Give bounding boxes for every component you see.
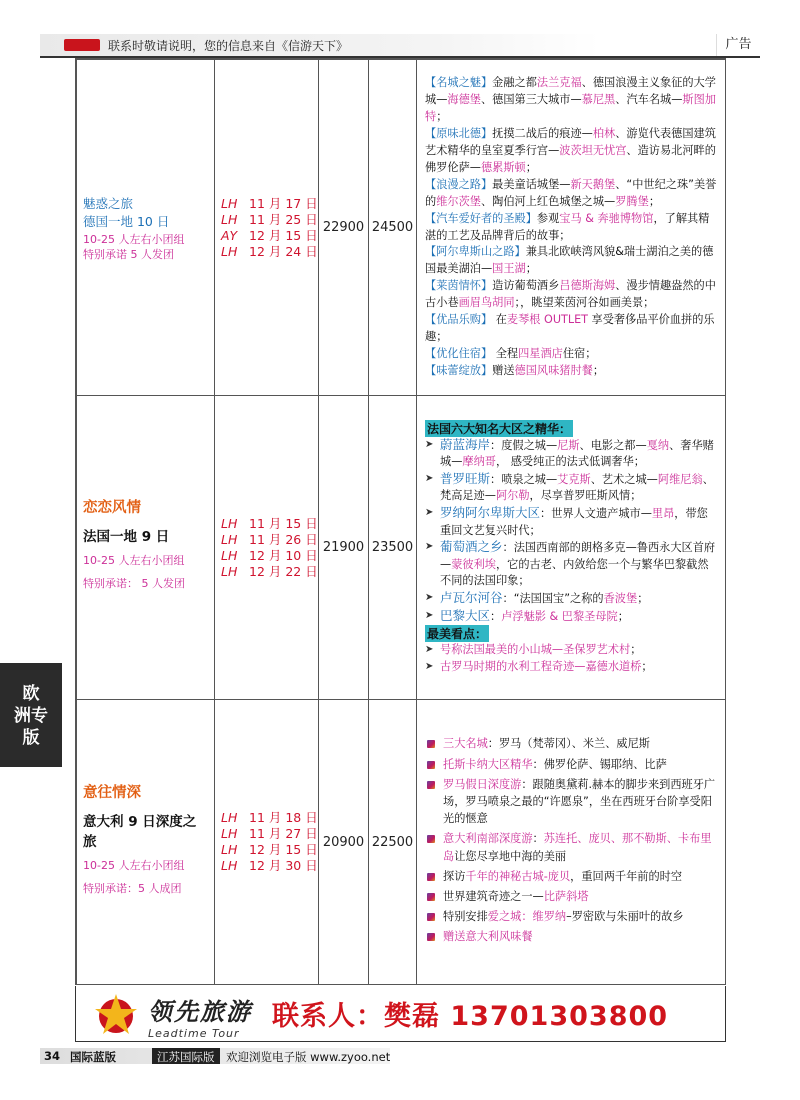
- list-item: ➤ 卢瓦尔河谷：“法国国宝”之称的香波堡；: [425, 590, 717, 608]
- price-cell-1: 20900: [319, 700, 369, 985]
- itinerary-cell: [417, 60, 726, 396]
- list-item: 三大名城：罗马（梵蒂冈）、米兰、威尼斯: [425, 735, 717, 752]
- page-footer: [40, 1048, 760, 1066]
- region-list: [425, 437, 717, 626]
- price-cell-1: 21900: [319, 396, 369, 700]
- highlight-list: [425, 735, 717, 945]
- list-item: ➤ 罗纳阿尔卑斯大区：世界人文遗产城市—里昂，带您重回文艺复兴时代；: [425, 505, 717, 539]
- tour-title: 恋恋风情: [83, 500, 141, 516]
- tour-title: 意往情深: [83, 784, 141, 801]
- brand-name-en: Leadtime Tour: [148, 1027, 240, 1040]
- list-item: 世界建筑奇迹之一—比萨斜塔: [425, 888, 717, 905]
- itinerary-cell: [417, 396, 726, 700]
- brand-name-cn: 领先旅游: [148, 998, 252, 1026]
- list-item: 意大利南部深度游：苏连托、庞贝、那不勒斯、卡布里岛让您尽享地中海的美丽: [425, 830, 717, 864]
- itinerary-item: 【优品乐购】 在麦琴根 OUTLET 享受奢侈品平价血拼的乐趣；: [425, 313, 715, 343]
- departure-date: LH 11 月 26 日: [221, 531, 318, 547]
- tour-table: [75, 58, 726, 985]
- tour-name-cell: [77, 60, 215, 396]
- departure-date: LH 12 月 10 日: [221, 547, 318, 563]
- side-tab-line3: 版: [22, 728, 40, 748]
- tour-subtitle: 法国一地 9 日: [83, 529, 170, 545]
- group-promise: 特别承诺： 5 人发团: [83, 577, 185, 590]
- list-item: ➤ 号称法国最美的小山城—圣保罗艺术村；: [425, 642, 717, 659]
- dates-cell: [215, 396, 319, 700]
- side-tab-line2: 洲专: [14, 706, 48, 726]
- itinerary-item: 【浪漫之路】最美童话城堡—新天鹅堡、“中世纪之珠”美誉的维尔茨堡、陶伯河上红色城堡之城—罗腾堡；: [425, 177, 717, 208]
- departure-date: AY 12 月 15 日: [221, 227, 318, 243]
- itinerary-cell: [417, 700, 726, 985]
- website-link[interactable]: 欢迎浏览电子版 www.zyoo.net: [226, 1050, 391, 1064]
- table-row: [77, 60, 726, 396]
- list-item: ➤ 普罗旺斯：喷泉之城—艾克斯、艺术之城—阿维尼翁、梵高足迹—阿尔勒，尽享普罗旺斯风情；: [425, 471, 717, 505]
- contact-phone[interactable]: 联系人：樊磊 13701303800: [272, 1001, 669, 1032]
- ad-label: 广告: [716, 34, 760, 56]
- tour-subtitle: 意大利 9 日深度之旅: [83, 813, 197, 850]
- star-logo-icon: [94, 992, 138, 1036]
- group-size: 10-25 人左右小团组: [83, 554, 185, 567]
- itinerary-item: 【莱茵情怀】造访葡萄酒乡吕德斯海姆、漫步情趣盎然的中古小巷画眉鸟胡同；，眺望莱茵河谷如画美景；: [425, 279, 716, 310]
- itinerary-item: 【汽车爱好者的圣殿】参观宝马 & 奔驰博物馆，了解其精湛的工艺及品牌背后的故事；: [425, 211, 710, 242]
- price-cell-2: 23500: [369, 396, 417, 700]
- page-number: 34: [44, 1049, 61, 1063]
- group-promise: 特别承诺 5 人发团: [83, 247, 174, 261]
- list-item: 赠送意大利风味餐: [425, 928, 717, 945]
- itinerary-item: 【阿尔卑斯山之路】兼具北欧峡湾风貌&瑞士湖泊之美的德国最美湖泊—国王湖；: [425, 245, 714, 276]
- tour-subtitle: 德国一地 10 日: [83, 213, 170, 229]
- group-promise: 特别承诺：5 人成团: [83, 881, 182, 895]
- header-notice: 联系时敬请说明，您的信息来自《信游天下》: [108, 39, 349, 53]
- list-item: ➤ 葡萄酒之乡：法国西南部的朗格多克—鲁西永大区首府—蒙彼利埃，它的古老、内敛给您一个与繁华巴黎截然不同的法国印象；: [425, 539, 717, 590]
- price-cell-2: 22500: [369, 700, 417, 985]
- list-item: ➤ 蔚蓝海岸：度假之城—尼斯、电影之都—戛纳、奢华赌城—摩纳哥， 感受纯正的法式低调奢华；: [425, 437, 717, 471]
- contact-ad: [75, 986, 726, 1042]
- magazine-name: 国际蓝版: [70, 1050, 116, 1064]
- tour-name-cell: [77, 396, 215, 700]
- list-item: ➤ 古罗马时期的水利工程奇迹—嘉德水道桥；: [425, 659, 717, 676]
- page-header: [40, 34, 760, 56]
- departure-date: LH 11 月 25 日: [221, 211, 318, 227]
- list-item: 托斯卡纳大区精华：佛罗伦萨、锡耶纳、比萨: [425, 756, 717, 773]
- price-cell-1: 22900: [319, 60, 369, 396]
- departure-date: LH 11 月 27 日: [221, 826, 318, 841]
- departure-date: LH 11 月 15 日: [221, 515, 318, 531]
- section-tab-europe[interactable]: [0, 663, 62, 767]
- tour-title: 魅惑之旅: [83, 195, 134, 211]
- edition-badge: 江苏国际版: [152, 1048, 220, 1064]
- magazine-logo: [64, 39, 100, 51]
- list-item: 探访千年的神秘古城-庞贝，重回两千年前的时空: [425, 868, 717, 885]
- itinerary-item: 【优化住宿】 全程四星酒店住宿；: [425, 346, 597, 360]
- side-tab-line1: 欧: [22, 684, 40, 704]
- departure-date: LH 11 月 17 日: [221, 195, 318, 211]
- group-size: 10-25 人左右小团组: [83, 232, 185, 246]
- highlight-heading: 最美看点：: [427, 627, 488, 642]
- group-size: 10-25 人左右小团组: [83, 858, 185, 872]
- itinerary-item: 【名城之魅】金融之都法兰克福、德国浪漫主义象征的大学城—海德堡、德国第三大城市—慕尼黑、汽车名城—斯图加特；: [425, 76, 716, 124]
- itinerary-item: 【原味北德】抚摸二战后的痕迹—柏林、游览代表德国建筑艺术精华的皇室夏季行宫—波茨坦无忧宫、造访易北河畔的佛罗伦萨—德累斯顿；: [425, 127, 716, 174]
- table-row: [77, 700, 726, 985]
- sight-list: [425, 642, 717, 675]
- price-cell-2: 24500: [369, 60, 417, 396]
- departure-date: LH 12 月 30 日: [221, 858, 318, 873]
- list-item: ➤ 巴黎大区：卢浮魅影 & 巴黎圣母院；: [425, 608, 717, 626]
- departure-date: LH 11 月 18 日: [221, 810, 318, 825]
- tour-name-cell: [77, 700, 215, 985]
- departure-date: LH 12 月 22 日: [221, 563, 318, 579]
- departure-date: LH 12 月 15 日: [221, 842, 318, 857]
- table-row: [77, 396, 726, 700]
- list-item: 罗马假日深度游：跟随奥黛莉.赫本的脚步来到西班牙广场，罗马喷泉之最的“许愿泉”，坐在西班牙台阶享受阳光的惬意: [425, 776, 717, 828]
- departure-date: LH 12 月 24 日: [221, 243, 318, 259]
- dates-cell: [215, 700, 319, 985]
- highlight-heading: 法国六大知名大区之精华：: [427, 421, 572, 436]
- dates-cell: [215, 60, 319, 396]
- list-item: 特别安排爱之城：维罗纳–罗密欧与朱丽叶的故乡: [425, 908, 717, 925]
- itinerary-item: 【味蕾绽放】赠送德国风味猪肘餐；: [425, 363, 605, 377]
